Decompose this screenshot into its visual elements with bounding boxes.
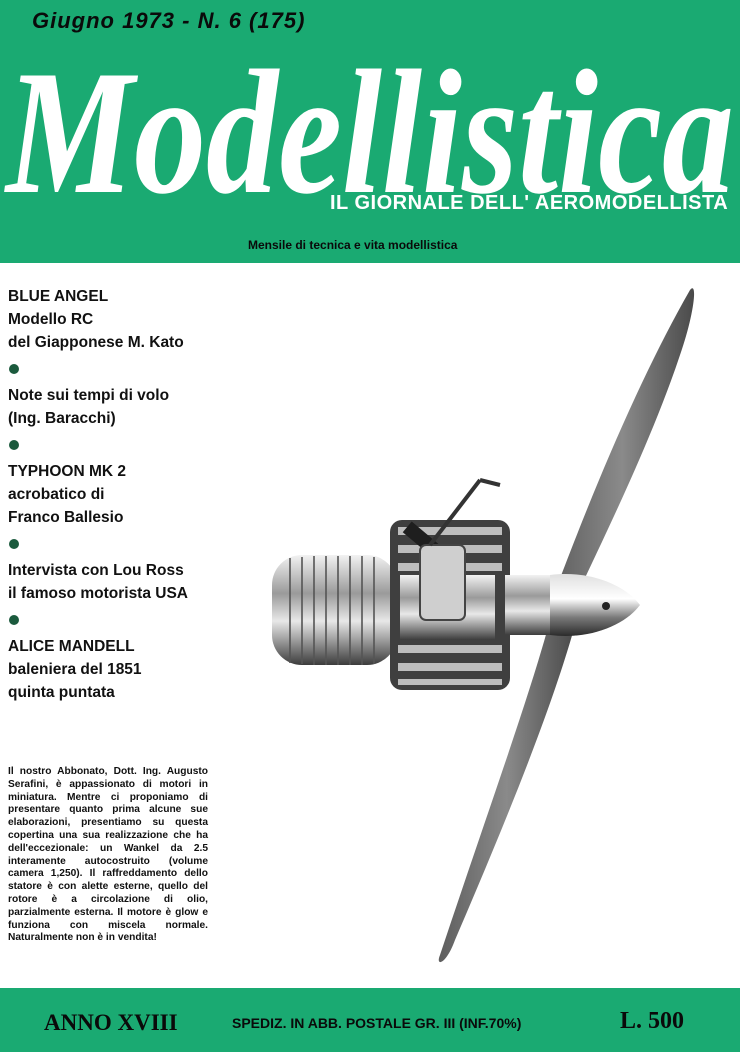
masthead-band bbox=[0, 0, 740, 263]
bullet-dot bbox=[9, 615, 19, 625]
magazine-logo-text: Modellistica bbox=[3, 33, 734, 217]
cover-caption: Il nostro Abbonato, Dott. Ing. Augusto Serafini, è appassionato di motori in miniatura. Mentre ci proponiamo di presentare quanto prima alcune sue elaborazioni, presentiamo su questa copertina una sua realizzazione che ha dell'eccezionale: un Wankel da 2.5 interamente autocostruito (volume camera 1,250). Il raffreddamento dello statore è con alette esterne, quello del rotore è a circolazione di olio, parzialmente esterna. Il motore è glow e funziona con miscela normale. Naturalmente non è in vendita! bbox=[8, 766, 208, 944]
bullet-dot bbox=[9, 539, 19, 549]
volume-year: ANNO XVIII bbox=[44, 1010, 178, 1035]
bullet-dot bbox=[9, 364, 19, 374]
tagline: IL GIORNALE DELL' AEROMODELLISTA bbox=[330, 192, 729, 214]
contents-list bbox=[8, 285, 238, 704]
contents-item: BLUE ANGEL Modello RC del Giapponese M. Kato bbox=[8, 288, 184, 351]
contents-item: Note sui tempi di volo (Ing. Baracchi) bbox=[8, 387, 170, 427]
contents-item: TYPHOON MK 2 acrobatico di Franco Ballesio bbox=[8, 463, 126, 526]
issue-line: Giugno 1973 - N. 6 (175) bbox=[32, 8, 306, 33]
postal-notice: SPEDIZ. IN ABB. POSTALE GR. III (INF.70%) bbox=[232, 1015, 522, 1031]
contents-item: ALICE MANDELL baleniera del 1851 quinta puntata bbox=[8, 638, 142, 701]
cover-price: L. 500 bbox=[620, 1008, 685, 1034]
contents-item: Intervista con Lou Ross il famoso motorista USA bbox=[8, 562, 188, 602]
cover-photo-engine bbox=[250, 275, 740, 975]
magazine-logo bbox=[0, 22, 740, 217]
footer-band bbox=[0, 988, 740, 1052]
bullet-dot bbox=[9, 440, 19, 450]
monthly-subtitle: Mensile di tecnica e vita modellistica bbox=[248, 238, 458, 252]
